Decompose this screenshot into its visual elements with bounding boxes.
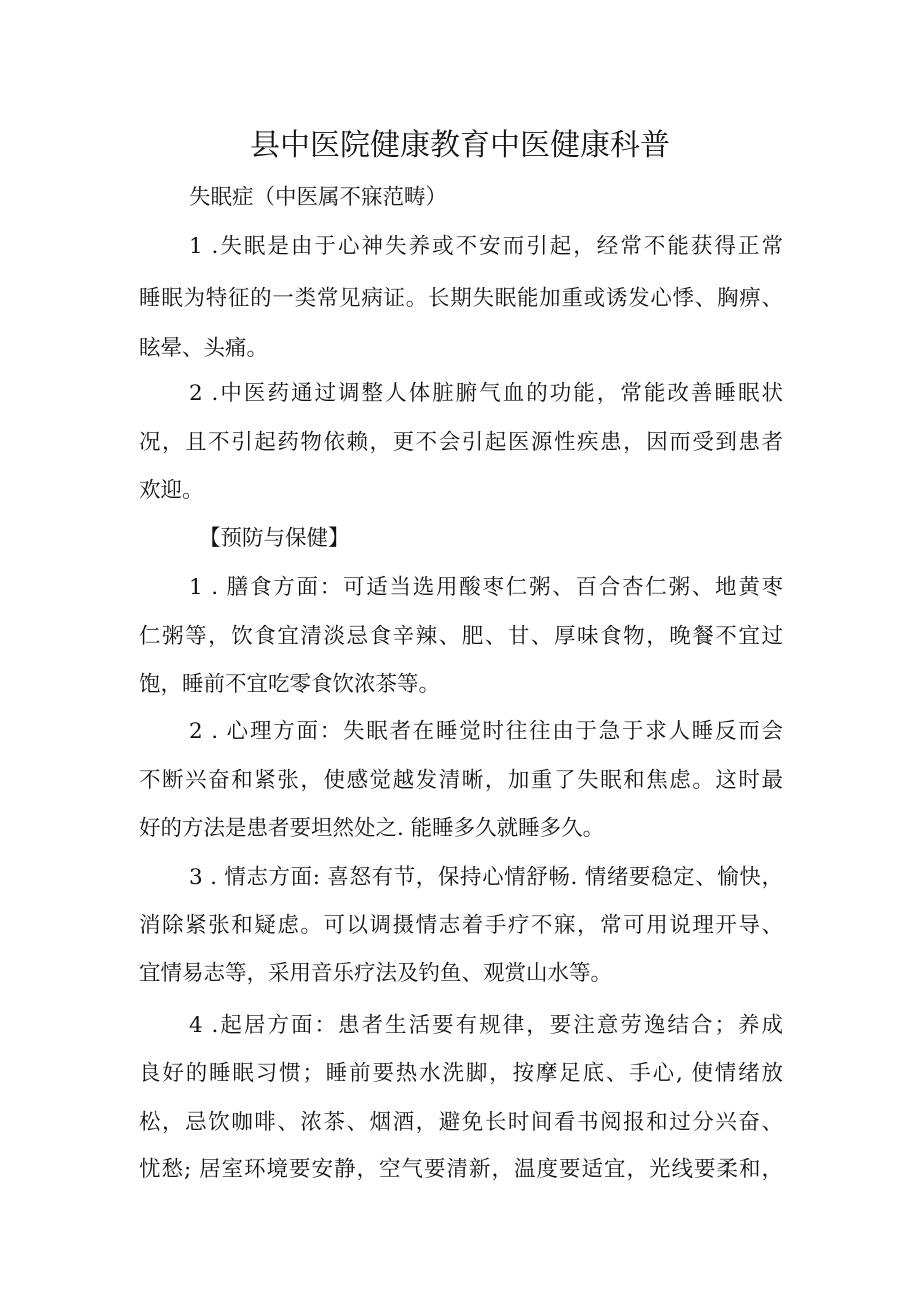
paragraph-line: 松，忌饮咖啡、浓茶、烟酒，避免长时间看书阅报和过分兴奋、 [139,1110,783,1135]
paragraph-line: 4 .起居方面：患者生活要有规律，要注意劳逸结合；养成 [189,1013,783,1038]
paragraph-line: 好的方法是患者要坦然处之. 能睡多久就睡多久。 [139,816,605,841]
paragraph-line: 仁粥等，饮食宜清淡忌食辛辣、肥、甘、厚味食物，晚餐不宜过 [139,624,783,649]
paragraph-line: 欢迎。 [139,478,204,503]
paragraph-line: 消除紧张和疑虑。可以调摄情志着手疗不寐，常可用说理开导、 [139,913,783,938]
paragraph-line: 2 .中医药通过调整人体脏腑气血的功能，常能改善睡眠状 [189,381,783,406]
paragraph-line: 眩晕、头痛。 [139,336,269,361]
section-heading: 【预防与保健】 [199,526,350,551]
paragraph-line: 2 . 心理方面：失眠者在睡觉时往往由于急于求人睡反而会 [189,719,783,744]
paragraph-line: 饱，睡前不宜吃零食饮浓茶等。 [139,672,441,697]
document-title: 县中医院健康教育中医健康科普 [250,128,670,163]
document-subtitle: 失眠症（中医属不寐范畴） [189,185,448,210]
paragraph-line: 1 . 膳食方面：可适当选用酸枣仁粥、百合杏仁粥、地黄枣 [189,575,783,600]
paragraph-line: 宜情易志等，采用音乐疗法及钓鱼、观赏山水等。 [139,961,613,986]
paragraph-line: 睡眠为特征的一类常见病证。长期失眠能加重或诱发心悸、胸痹、 [139,286,783,311]
paragraph-line: 况，且不引起药物依赖，更不会引起医源性疾患，因而受到患者 [139,430,783,455]
paragraph-line: 良好的睡眠习惯；睡前要热水洗脚，按摩足底、手心, 使情绪放 [139,1061,783,1086]
paragraph-line: 3 . 情志方面: 喜怒有节，保持心情舒畅. 情绪要稳定、愉快， [189,865,783,890]
paragraph-line: 不断兴奋和紧张，使感觉越发清晰，加重了失眠和焦虑。这时最 [139,768,783,793]
paragraph-line: 忧愁; 居室环境要安静，空气要清新，温度要适宜，光线要柔和， [139,1157,783,1182]
paragraph-line: 1 .失眠是由于心神失养或不安而引起，经常不能获得正常 [189,234,783,259]
